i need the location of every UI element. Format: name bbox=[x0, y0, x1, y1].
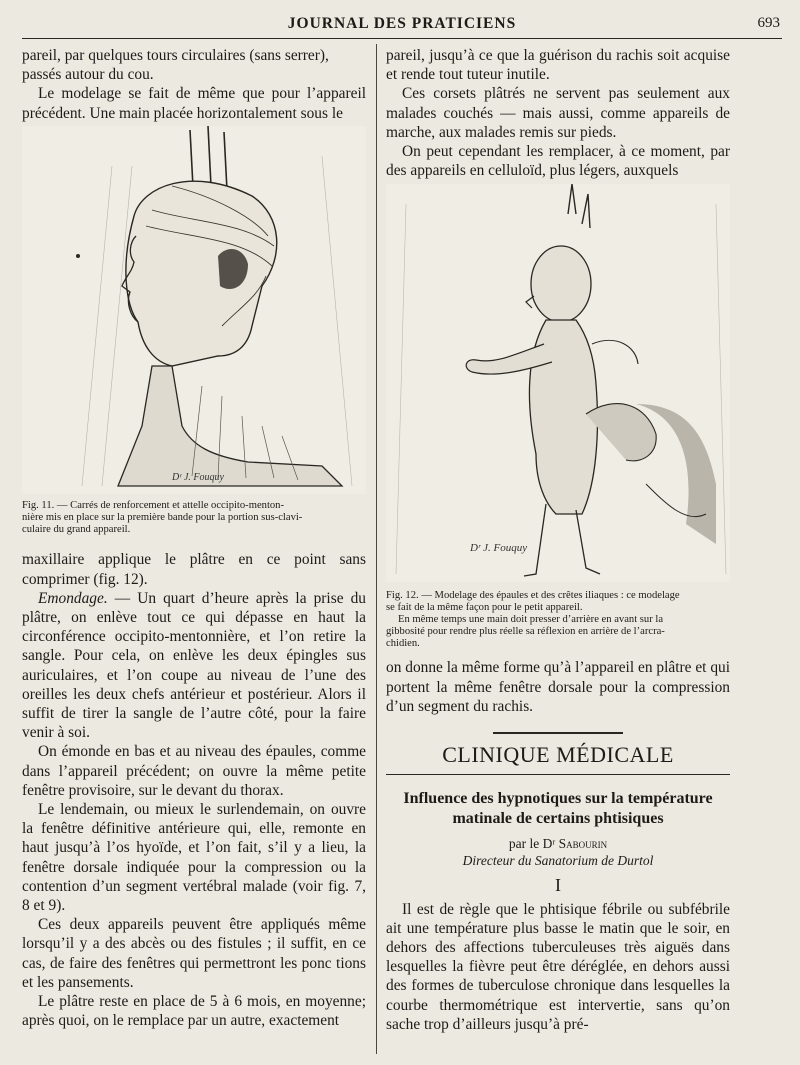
figure-12-caption-line-5: chidien. bbox=[386, 638, 420, 650]
left-paragraph-maxillaire: maxillaire applique le plâtre en ce point sans comprimer (fig. 12). bbox=[22, 551, 366, 588]
article-title-line-2: matinale de certains phtisiques bbox=[452, 809, 664, 827]
author-name: Sabourin bbox=[558, 835, 608, 851]
right-paragraph-corsets: Ces corsets plâtrés ne servent pas seulement aux malades couchés — mais aussi, comme appareils de marche, aux malades remis sur pieds. bbox=[386, 85, 730, 141]
left-paragraph-modelage: Le modelage se fait de même que pour l’appareil précédent. Une main placée horizontalement sous le bbox=[22, 85, 366, 122]
left-intro-line-2: passés autour du cou. bbox=[22, 66, 154, 84]
running-head bbox=[22, 12, 782, 39]
page-number: 693 bbox=[757, 15, 780, 31]
figure-12-caption-line-1: Fig. 12. — Modelage des épaules et des crêtes iliaques : ce modelage bbox=[386, 590, 680, 602]
article-title-line-1: Influence des hypnotiques sur la température bbox=[403, 789, 713, 807]
left-column bbox=[22, 46, 366, 1030]
figure-11-caption-line-1: Fig. 11. — Carrés de renforcement et attelle occipito-menton- bbox=[22, 500, 285, 512]
left-paragraph-emondage bbox=[22, 589, 366, 743]
figure-11-caption-line-3: culaire du grand appareil. bbox=[22, 524, 131, 536]
section-numeral: I bbox=[555, 874, 561, 895]
section-title: CLINIQUE MÉDICALE bbox=[442, 741, 674, 767]
figure-12-caption-line-3: En même temps une main doit presser d’arrière en avant sur la bbox=[398, 614, 664, 626]
left-paragraph-platre: Le plâtre reste en place de 5 à 6 mois, en moyenne; après quoi, on le remplace par un autre, exactement bbox=[22, 993, 366, 1030]
figure-11-caption bbox=[22, 500, 366, 536]
left-paragraph-lendemain: Le lendemain, ou mieux le surlendemain, on ouvre la fenêtre définitive antérieure qui, elle, remonte en haut jusqu’à l’os hyoïde, et l’on fait, s’il y a lieu, la fenêtre dorsale indiquée pour la compression ou la contention d’un segment vertébral malade (voir fig. 7, 8 et 9). bbox=[22, 801, 366, 915]
figure-11-caption-line-2: nière mis en place sur la première bande pour la portion sus-clavi- bbox=[22, 512, 303, 524]
right-paragraph-celluloid: On peut cependant les remplacer, à ce moment, par des appareils en celluloïd, plus légers, auxquels bbox=[386, 143, 730, 180]
left-paragraph-epaules: On émonde en bas et au niveau des épaules, comme dans l’appareil précédent; on ouvre la même petite fenêtre provisoire, sur le devant du thorax. bbox=[22, 743, 366, 799]
author-affiliation: Directeur du Sanatorium de Durtol bbox=[462, 852, 654, 868]
figure-12-drawing bbox=[386, 184, 730, 582]
column-rule bbox=[376, 44, 377, 1054]
right-column bbox=[386, 46, 730, 1034]
figure-11-drawing bbox=[22, 126, 366, 494]
figure-12-caption-line-4: gibbosité pour rendre plus réelle sa réflexion en arrière de l’arcra- bbox=[386, 626, 665, 638]
figure-12-caption-line-2: se fait de la même façon pour le petit appareil. bbox=[386, 602, 583, 614]
left-intro-line-1: pareil, par quelques tours circulaires (sans serrer), bbox=[22, 47, 329, 64]
figure-12-signature: Dʳ J. Fouquy bbox=[470, 542, 528, 555]
journal-title: JOURNAL DES PRATICIENS bbox=[287, 15, 517, 32]
right-paragraph-guerison: pareil, jusqu’à ce que la guérison du rachis soit acquise et rende tout tuteur inutile. bbox=[386, 47, 730, 84]
figure-11-illustration bbox=[22, 126, 366, 494]
figure-12-illustration bbox=[386, 184, 730, 582]
emondage-lead: Emondage. bbox=[38, 589, 108, 607]
byline bbox=[386, 835, 730, 852]
right-paragraph-forme: on donne la même forme qu’à l’appareil en plâtre et qui portent la même fenêtre dorsale pour la compression d’un segment du rachis. bbox=[386, 659, 730, 715]
byline-prefix: par le Dʳ bbox=[508, 835, 559, 851]
emondage-text: — Un quart d’heure après la prise du plâtre, on enlève tout ce qui dépasse en haut la circonférence occipito-mentonnière, et l’on retire la sangle. Pour cela, on enlève les deux épingles sus auriculaires, et l’on coupe au niveau de l’une des oreilles les deux chefs antérieur et postérieur. Alors il suffit de tirer la sangle de l’autre côté, pour la faire venir à soi. bbox=[22, 589, 366, 742]
left-paragraph-abces: Ces deux appareils peuvent être appliqués même lorsqu’il y a des abcès ou des fistules ; il suffit, en ce cas, de faire des fenêtres qui permettront les ponc tions et les pansements. bbox=[22, 916, 366, 991]
figure-12-caption bbox=[386, 590, 730, 650]
figure-11-signature: Dʳ J. Fouquy bbox=[172, 472, 224, 484]
right-paragraph-phtisique: Il est de règle que le phtisique fébrile ou subfébrile ait une température plus basse le matin que le soir, en dehors des affections tuberculeuses très aiguës dans lesquelles la fièvre peut être déréglée, en dehors aussi des formes de tuberculose chronique dans lesquelles la courbe thermométrique est intervertie, sans qu’on sache trop d’ailleurs jusqu’à pré- bbox=[386, 900, 730, 1033]
